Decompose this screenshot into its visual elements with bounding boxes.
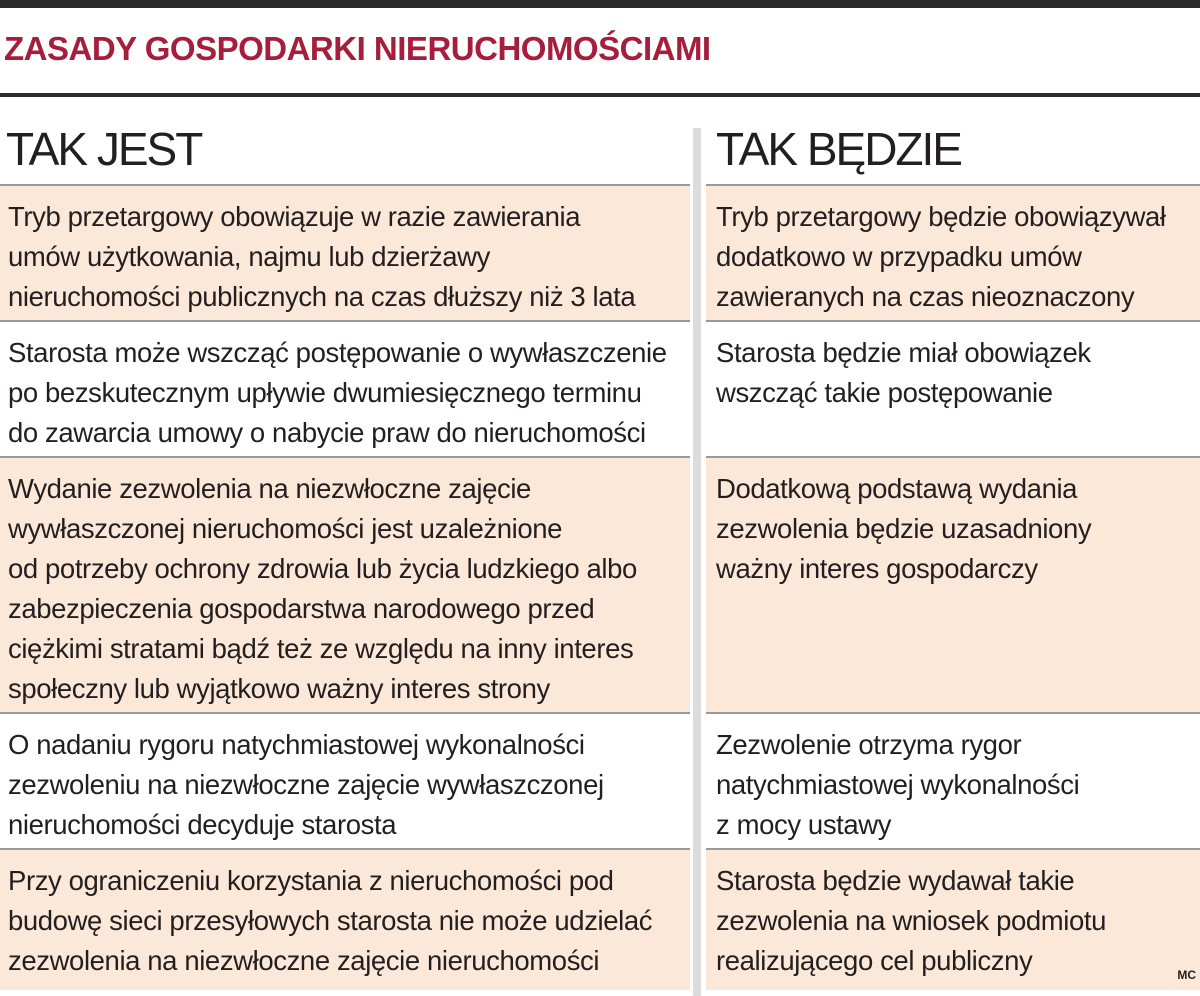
table-cell-future: Dodatkową podstawą wydania zezwolenia będzie uzasadniony ważny interes gospodarczy — [706, 458, 1200, 712]
table-cell-future: Zezwolenie otrzyma rygor natychmiastowej wykonalności z mocy ustawy — [706, 714, 1200, 848]
table-cell-future: Starosta będzie miał obowiązek wszcząć takie postępowanie — [706, 322, 1200, 456]
credit-initials: MC — [1177, 968, 1196, 982]
title-rule — [0, 93, 1200, 97]
table-cell-future: Tryb przetargowy będzie obowiązywał dodatkowo w przypadku umów zawieranych na czas nieoznaczony — [706, 186, 1200, 320]
table-cell-current: Wydanie zezwolenia na niezwłoczne zajęcie wywłaszczonej nieruchomości jest uzależnione od potrzeby ochrony zdrowia lub życia ludzkiego albo zabezpieczenia gospodarstwa narodowego przed ciężkimi stratami bądź też ze względu na inny interes społeczny lub wyjątkowo ważny interes strony — [0, 458, 690, 712]
top-rule — [0, 0, 1200, 8]
column-heading-future: TAK BĘDZIE — [716, 123, 961, 175]
table-cell-current: Starosta może wszcząć postępowanie o wywłaszczenie po bezskutecznym upływie dwumiesięcznego terminu do zawarcia umowy o nabycie praw do nieruchomości — [0, 322, 690, 456]
table-cell-current: Przy ograniczeniu korzystania z nieruchomości pod budowę sieci przesyłowych starosta nie może udzielać zezwolenia na niezwłoczne zajęcie nieruchomości — [0, 850, 690, 990]
column-divider — [693, 128, 701, 996]
table-cell-current: Tryb przetargowy obowiązuje w razie zawierania umów użytkowania, najmu lub dzierżawy nieruchomości publicznych na czas dłuższy niż 3 lata — [0, 186, 690, 320]
page-title: ZASADY GOSPODARKI NIERUCHOMOŚCIAMI — [4, 30, 711, 67]
column-heading-current: TAK JEST — [6, 123, 202, 175]
table-cell-current: O nadaniu rygoru natychmiastowej wykonalności zezwoleniu na niezwłoczne zajęcie wywłaszczonej nieruchomości decyduje starosta — [0, 714, 690, 848]
table-cell-future: Starosta będzie wydawał takie zezwolenia na wniosek podmiotu realizującego cel publiczny — [706, 850, 1200, 990]
